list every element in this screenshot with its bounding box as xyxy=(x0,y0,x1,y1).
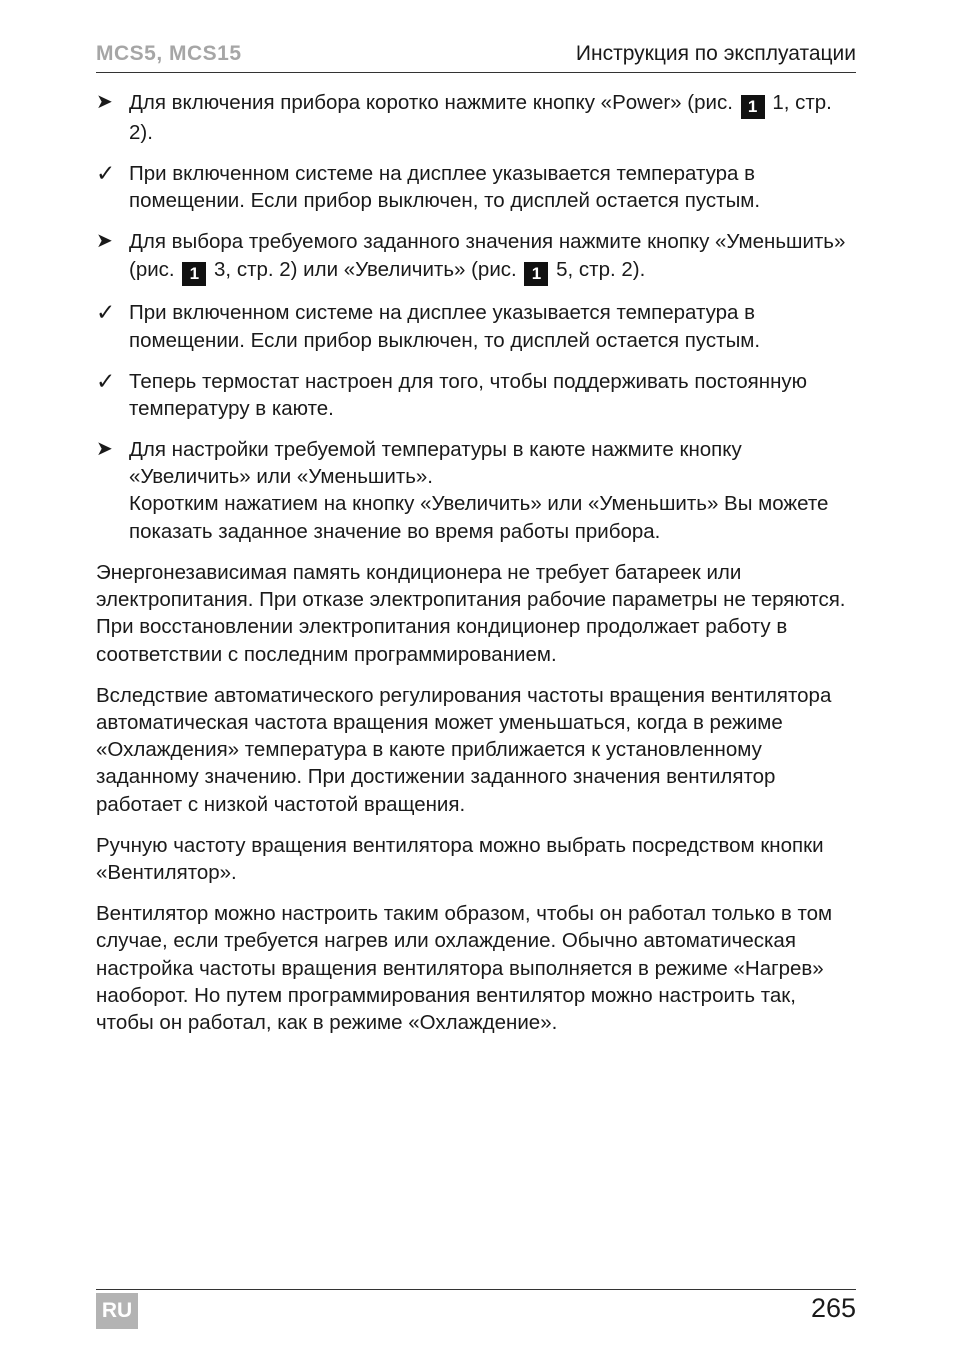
page-content xyxy=(96,89,858,1050)
step-text: 3, стр. 2) или «Увеличить» (рис. xyxy=(214,257,517,281)
result-step xyxy=(96,368,858,423)
figure-ref-icon: 1 xyxy=(524,262,548,286)
result-step xyxy=(96,160,858,215)
checkmark-icon: ✓ xyxy=(96,299,116,326)
arrow-icon: ➤ xyxy=(96,230,113,253)
step-text: Для настройки требуемой температуры в каюте нажмите кнопку «Увеличить» или «Уменьшить». xyxy=(129,437,742,489)
page-number: 265 xyxy=(810,1293,856,1323)
checkmark-icon: ✓ xyxy=(96,159,116,186)
step-text: 5, стр. 2). xyxy=(556,257,646,281)
figure-ref-icon: 1 xyxy=(182,262,206,286)
action-step xyxy=(96,228,858,285)
header-title: Инструкция по эксплуатации xyxy=(575,42,856,65)
arrow-icon: ➤ xyxy=(96,91,113,113)
action-step xyxy=(96,436,858,545)
body-paragraph: Вентилятор можно настроить таким образом, чтобы он работал только в том случае, если требуется нагрев или охлаждение. Обычно автоматическая настройка частоты вращения вентилятора выполняется в режиме «Нагрев» наоборот. Но путем программирования вентилятор можно настроить так, чтобы он работал, как в режиме «Охлаждение». xyxy=(96,902,833,1035)
language-badge: RU xyxy=(96,1293,138,1329)
result-text: При включенном системе на дисплее указывается температура в помещении. Если прибор выключен, то дисплей остается пустым. xyxy=(129,301,761,352)
result-text: Теперь термостат настроен для того, чтобы поддерживать постоянную температуру в каюте. xyxy=(129,369,808,420)
page-header xyxy=(96,40,856,73)
page-footer xyxy=(96,1289,856,1330)
step-text: Для включения прибора коротко нажмите кнопку «Power» (рис. xyxy=(129,91,733,114)
step-note: Коротким нажатием на кнопку «Увеличить» или «Уменьшить» Вы можете показать заданное значение во время работы прибора. xyxy=(129,492,829,543)
step-text: Для выбора требуемого заданного значения нажмите кнопку «Уменьшить» (рис. xyxy=(129,230,846,281)
body-paragraph: Энергонезависимая память кондиционера не требует батареек или электропитания. При отказе электропитания рабочие параметры не теряются. При восстановлении электропитания кондиционер продолжает работу в соответствии с последним программированием. xyxy=(96,560,846,666)
result-text: При включенном системе на дисплее указывается температура в помещении. Если прибор выключен, то дисплей остается пустым. xyxy=(129,161,761,213)
body-paragraph: Ручную частоту вращения вентилятора можно выбрать посредством кнопки «Вентилятор». xyxy=(96,833,824,885)
checkmark-icon: ✓ xyxy=(96,367,116,394)
header-model: MCS5, MCS15 xyxy=(96,42,242,65)
arrow-icon: ➤ xyxy=(96,437,113,460)
result-step xyxy=(96,299,858,354)
action-step xyxy=(96,89,858,146)
body-paragraph: Вследствие автоматического регулирования частоты вращения вентилятора автоматическая частота вращения может уменьшаться, когда в режиме «Охлаждения» температура в каюте приближается к установленному заданному значению. При достижении заданного значения вентилятор работает с низкой частотой вращения. xyxy=(96,683,832,816)
figure-ref-icon: 1 xyxy=(741,95,765,119)
step-text: 1, стр. 2). xyxy=(129,91,832,144)
